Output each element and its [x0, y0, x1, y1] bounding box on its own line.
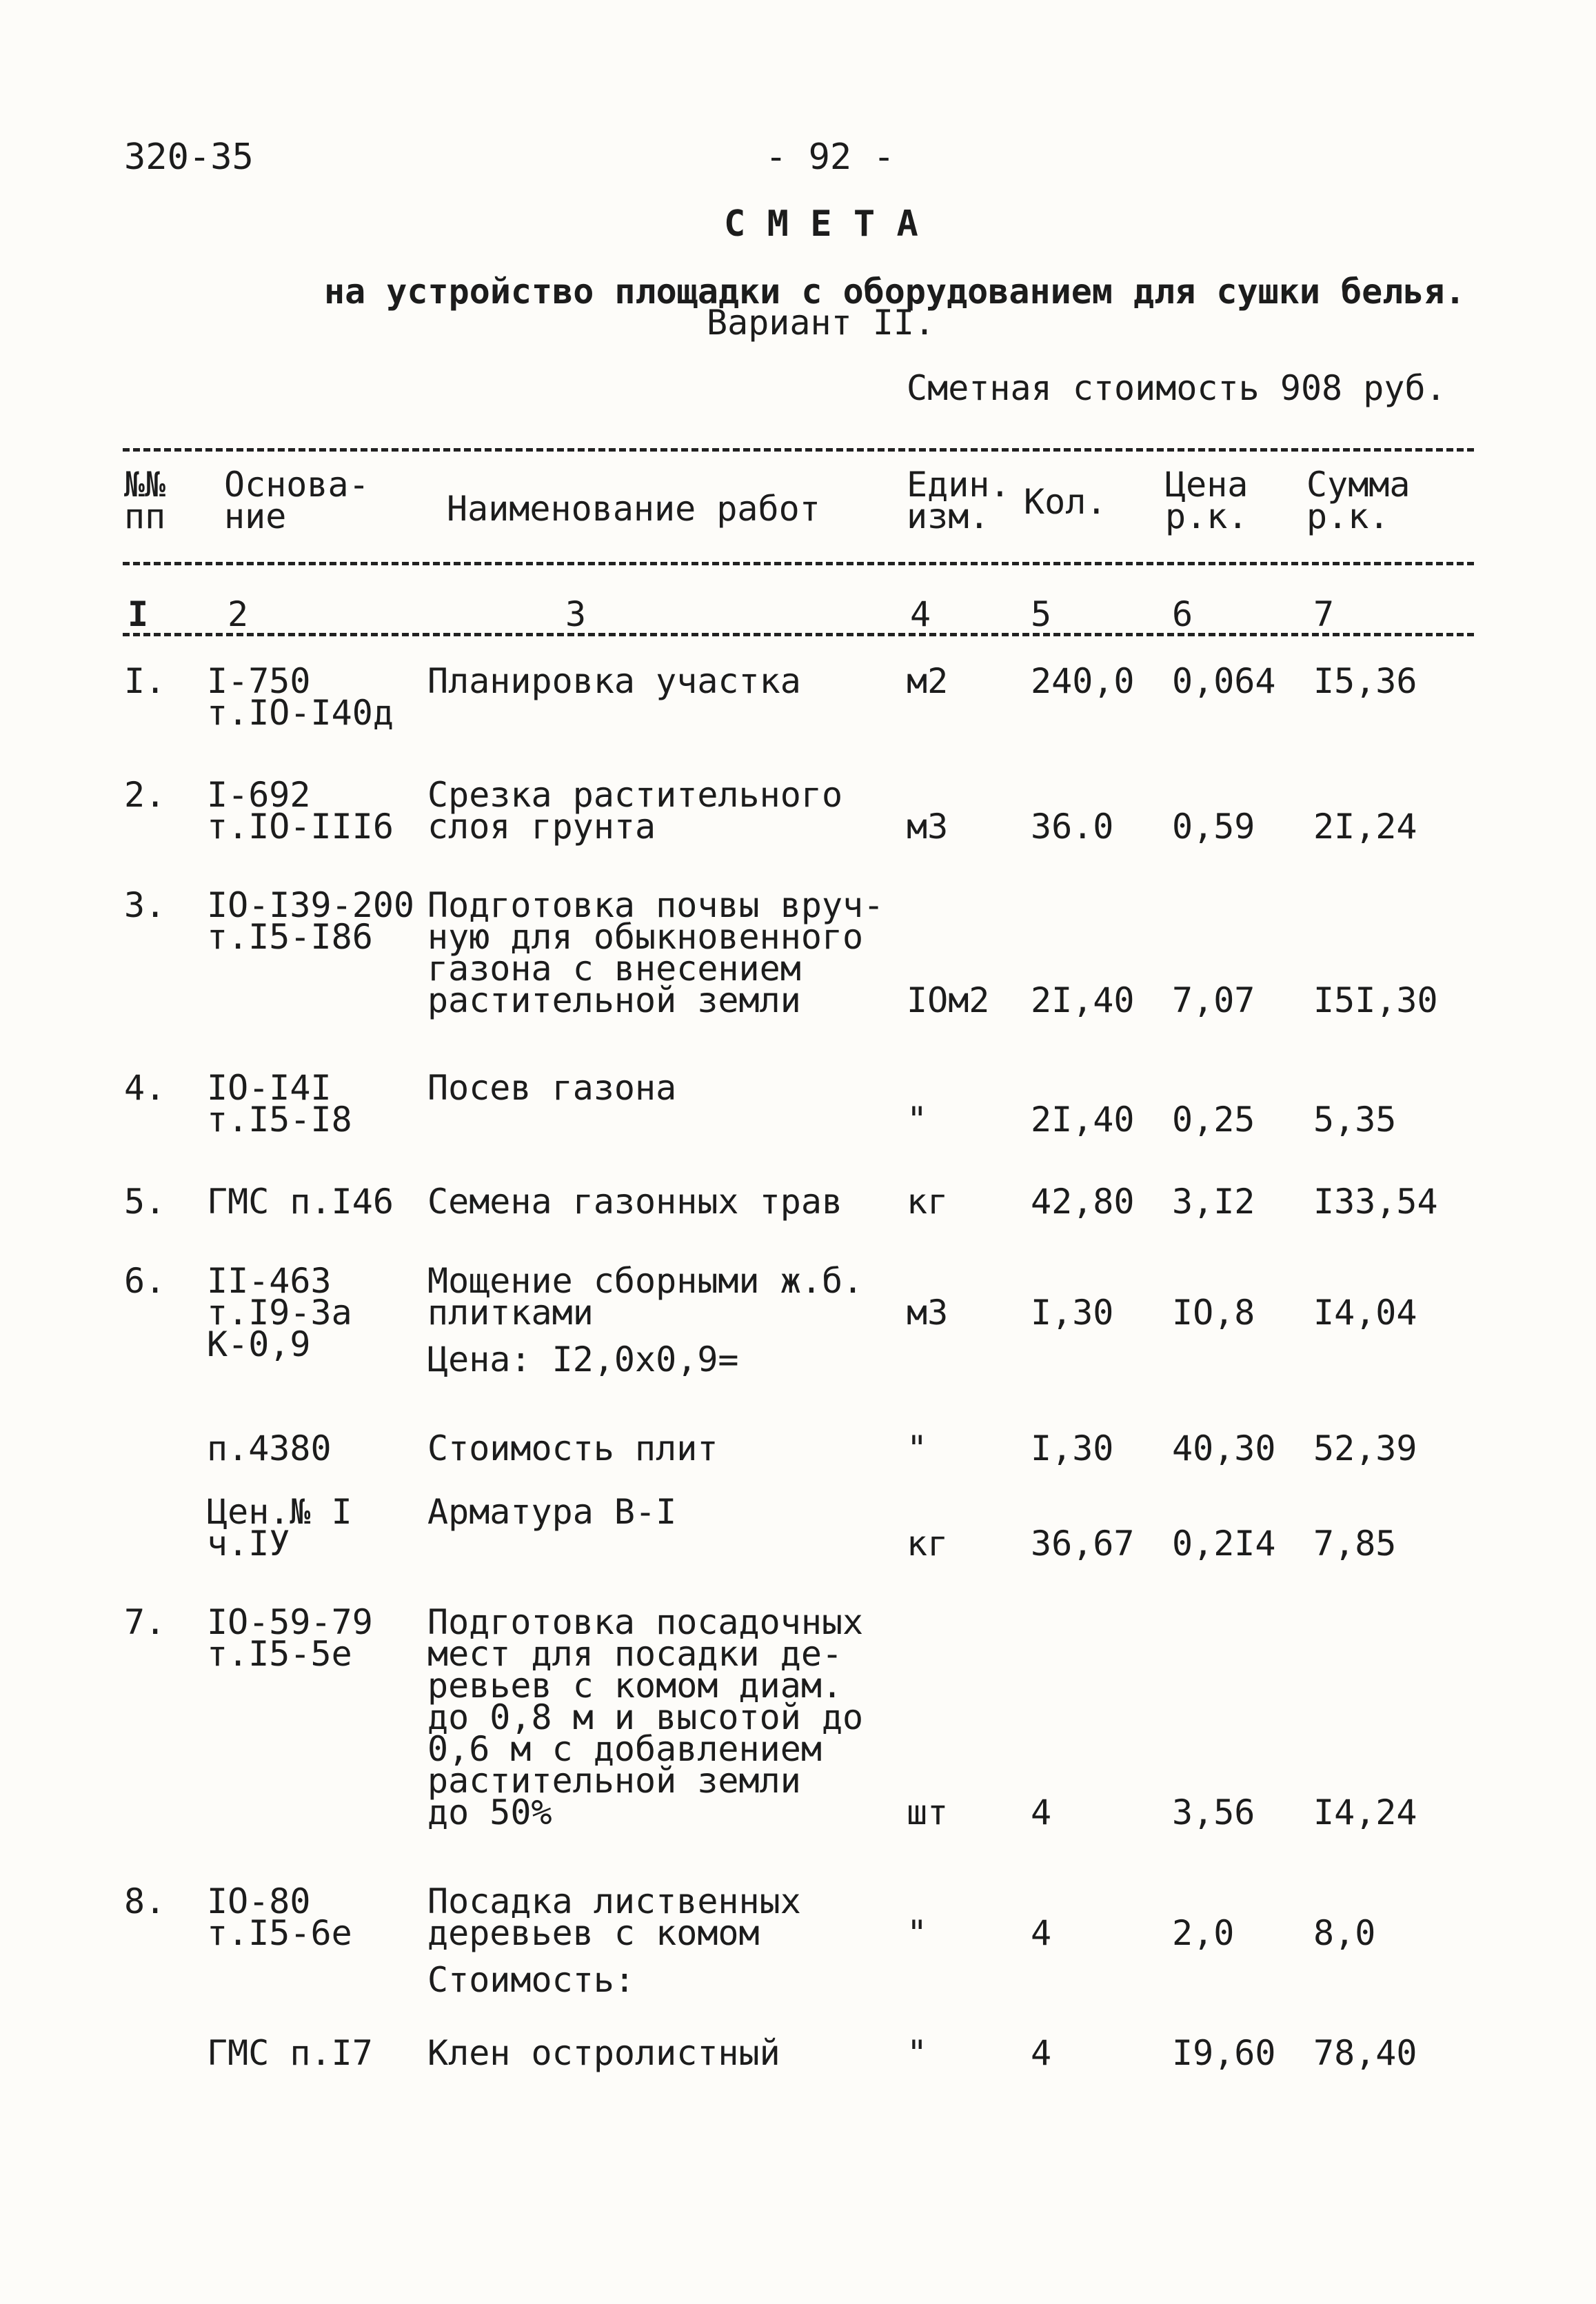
header-qty: Кол.: [1024, 482, 1107, 522]
row-unit: м2: [907, 661, 949, 701]
column-numbers-rule: [123, 633, 1474, 636]
row-work-name: Подготовка почвы вруч-: [427, 885, 885, 925]
row-number: 4.: [124, 1068, 166, 1108]
row-unit: кг: [907, 1524, 949, 1564]
col-number: 2: [228, 594, 249, 634]
row-price: 7,07: [1172, 980, 1255, 1020]
row-quantity: 2I,40: [1031, 980, 1135, 1020]
row-work-name: до 50%: [427, 1792, 552, 1832]
row-price: 0,064: [1172, 661, 1276, 701]
row-unit: кг: [907, 1182, 949, 1222]
document-code: 320-35: [124, 137, 254, 178]
row-unit: м3: [907, 1293, 949, 1333]
row-price: IO,8: [1172, 1293, 1255, 1333]
row-sum: 52,39: [1313, 1428, 1417, 1468]
col-number: I: [128, 594, 149, 634]
row-work-name: ревьев с комом диам.: [427, 1666, 843, 1706]
row-sum: I5,36: [1313, 661, 1417, 701]
row-sum: I4,24: [1313, 1792, 1417, 1832]
row-work-name: растительной земли: [427, 980, 801, 1020]
row-sum: 78,40: [1313, 2033, 1417, 2073]
header-name: Наименование работ: [447, 489, 820, 529]
row-basis: IO-80: [207, 1881, 311, 1921]
col-number: 7: [1313, 594, 1335, 634]
row-basis: I-692: [207, 775, 311, 815]
row-work-name: Подготовка посадочных: [427, 1602, 864, 1642]
row-work-name: до 0,8 м и высотой до: [427, 1697, 864, 1737]
col-number: 4: [910, 594, 931, 634]
row-basis: т.I5-5е: [207, 1634, 352, 1674]
row-basis: т.I5-I86: [207, 917, 373, 957]
row-basis: ч.IУ: [207, 1524, 290, 1564]
estimated-cost: Сметная стоимость 908 руб.: [907, 368, 1446, 408]
col-number: 6: [1172, 594, 1193, 634]
row-basis: т.I5-6е: [207, 1913, 352, 1953]
row-work-name: Посадка лиственных: [427, 1881, 801, 1921]
row-quantity: 36.0: [1031, 807, 1114, 847]
row-price: I9,60: [1172, 2033, 1276, 2073]
header-basis-l2: ние: [224, 496, 287, 536]
row-basis: т.IO-I40д: [207, 693, 394, 733]
row-work-name: 0,6 м с добавлением: [427, 1729, 822, 1769]
row-number: 6.: [124, 1261, 166, 1301]
table-header-rule: [123, 562, 1474, 565]
row-quantity: 4: [1031, 1913, 1052, 1953]
row-basis: т.I5-I8: [207, 1100, 352, 1140]
col-number: 5: [1031, 594, 1052, 634]
header-price-l1: Цена: [1165, 465, 1249, 505]
row-number: 2.: [124, 775, 166, 815]
row-work-name: слоя грунта: [427, 807, 656, 847]
row-quantity: I,30: [1031, 1293, 1114, 1333]
row-price: 0,25: [1172, 1100, 1255, 1140]
row-unit: IOм2: [907, 980, 990, 1020]
row-basis: IO-59-79: [207, 1602, 373, 1642]
row-work-name: ную для обыкновенного: [427, 917, 864, 957]
header-sum-l1: Сумма: [1306, 465, 1411, 505]
table-top-rule: [123, 448, 1474, 452]
row-unit: ": [907, 1100, 928, 1140]
row-unit: шт: [907, 1792, 949, 1832]
row-basis: ГМС п.I46: [207, 1182, 394, 1222]
row-work-name: Планировка участка: [427, 661, 801, 701]
row-work-name: деревьев с комом: [427, 1913, 760, 1953]
row-work-name: Стоимость плит: [427, 1428, 718, 1468]
row-basis: II-463: [207, 1261, 332, 1301]
row-sum: 2I,24: [1313, 807, 1417, 847]
header-basis-l1: Основа-: [224, 465, 370, 505]
page-number: - 92 -: [765, 137, 895, 178]
row-basis: ГМС п.I7: [207, 2033, 373, 2073]
header-num-l1: №№: [124, 465, 166, 505]
row-sum: 8,0: [1313, 1913, 1376, 1953]
header-unit-l2: изм.: [907, 496, 990, 536]
row-price: 0,2I4: [1172, 1524, 1276, 1564]
row-quantity: 2I,40: [1031, 1100, 1135, 1140]
row-unit: ": [907, 2033, 928, 2073]
row-work-name: Посев газона: [427, 1068, 677, 1108]
row-sum: I33,54: [1313, 1182, 1438, 1222]
header-unit-l1: Един.: [907, 465, 1011, 505]
row-work-name: растительной земли: [427, 1761, 801, 1801]
row-basis: IO-I39-200: [207, 885, 415, 925]
row-quantity: 4: [1031, 2033, 1052, 2073]
row-price: 40,30: [1172, 1428, 1276, 1468]
row-quantity: 42,80: [1031, 1182, 1135, 1222]
row-unit: ": [907, 1913, 928, 1953]
row-price: 2,0: [1172, 1913, 1235, 1953]
row-work-name: мест для посадки де-: [427, 1634, 843, 1674]
row-number: 5.: [124, 1182, 166, 1222]
document-title: С М Е Т А: [724, 203, 918, 245]
row-basis: т.I9-3а: [207, 1293, 352, 1333]
row-basis: Цен.№ I: [207, 1492, 352, 1532]
row-work-name: Семена газонных трав: [427, 1182, 843, 1222]
header-price-l2: р.к.: [1165, 496, 1249, 536]
row-price: 0,59: [1172, 807, 1255, 847]
row-work-name: Арматура В-I: [427, 1492, 677, 1532]
document-subtitle-line1: на устройство площадки с оборудованием для сушки белья.: [324, 272, 1466, 312]
row-number: 7.: [124, 1602, 166, 1642]
row-number: 8.: [124, 1881, 166, 1921]
row-basis: I-750: [207, 661, 311, 701]
header-num-l2: пп: [124, 496, 166, 536]
row-sum: 7,85: [1313, 1524, 1397, 1564]
row-number: 3.: [124, 885, 166, 925]
row-number: I.: [124, 661, 166, 701]
row-quantity: 36,67: [1031, 1524, 1135, 1564]
row-sum: I5I,30: [1313, 980, 1438, 1020]
row-price: 3,56: [1172, 1792, 1255, 1832]
row-work-name: Срезка растительного: [427, 775, 843, 815]
row-note: Стоимость:: [427, 1960, 636, 2000]
row-work-name: Клен остролистный: [427, 2033, 780, 2073]
row-work-name: газона с внесением: [427, 949, 801, 989]
row-sum: I4,04: [1313, 1293, 1417, 1333]
row-note: Цена: I2,0х0,9=: [427, 1340, 739, 1380]
row-basis: т.IO-III6: [207, 807, 394, 847]
header-sum-l2: р.к.: [1306, 496, 1390, 536]
row-quantity: I,30: [1031, 1428, 1114, 1468]
row-basis: п.4380: [207, 1428, 332, 1468]
row-quantity: 240,0: [1031, 661, 1135, 701]
row-unit: м3: [907, 807, 949, 847]
row-unit: ": [907, 1428, 928, 1468]
row-sum: 5,35: [1313, 1100, 1397, 1140]
col-number: 3: [565, 594, 587, 634]
row-basis: IO-I4I: [207, 1068, 332, 1108]
document-subtitle-line2: Вариант II.: [707, 303, 936, 343]
row-work-name: Мощение сборными ж.б.: [427, 1261, 864, 1301]
row-work-name: плитками: [427, 1293, 594, 1333]
row-price: 3,I2: [1172, 1182, 1255, 1222]
row-quantity: 4: [1031, 1792, 1052, 1832]
row-basis: К-0,9: [207, 1324, 311, 1364]
